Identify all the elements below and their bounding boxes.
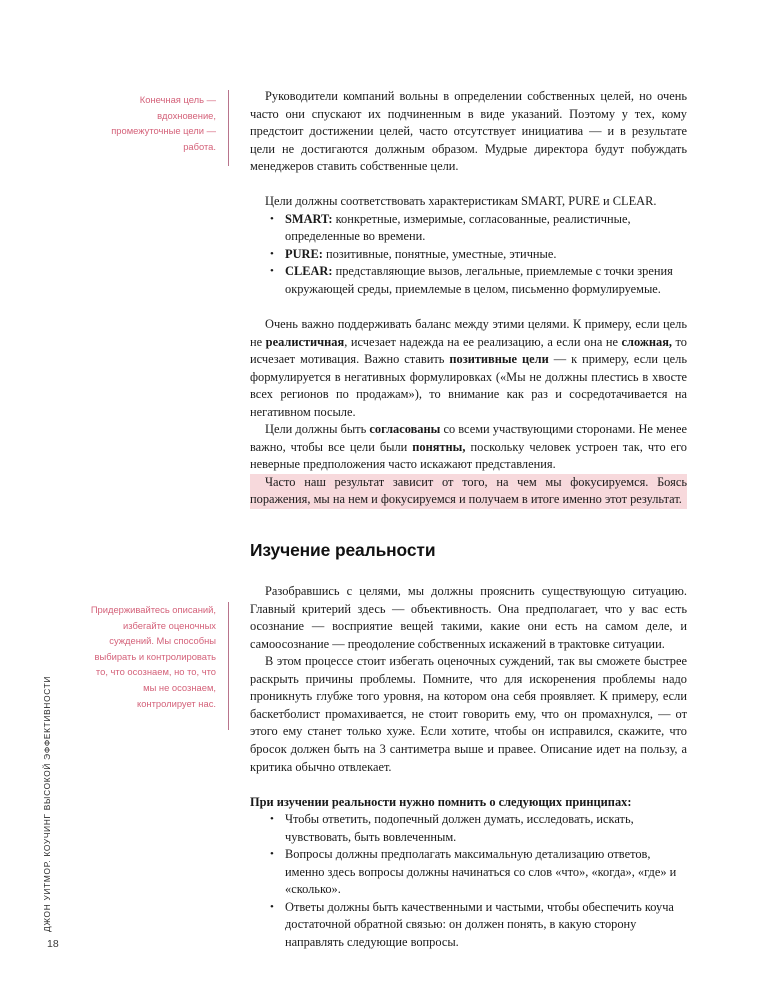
emphasis-difficult: сложная, xyxy=(621,334,673,349)
margin-note-goal: Конечная цель — вдохновение, промежуточные цели — работа. xyxy=(111,94,216,152)
text-run: поскольку человек устроен так, что его неверные предположения часто искажают представления. xyxy=(250,439,688,472)
bullet-term: CLEAR: xyxy=(285,264,333,279)
text-run: то исчезает мотивация. Важно ставить xyxy=(250,334,687,367)
list-item xyxy=(250,263,687,298)
paragraph-leaders: Руководители компаний вольны в определении собственных целей, но очень часто они спускают их подчиненным в виде указаний. Поэтому у тех, кому предстоит достижении целей, часто отсутствует инициатива — и в результате цели не достигаются должным образом. Мудрые директора будут побуждать менеджеров ставить собственные цели. xyxy=(250,89,687,174)
bullet-term: PURE: xyxy=(285,246,323,261)
margin-rule-top xyxy=(228,90,229,166)
bullet-list-principles xyxy=(250,811,687,951)
section-heading-reality: Изучение реальности xyxy=(250,540,436,561)
bullet-text: позитивные, понятные, уместные, этичные. xyxy=(322,246,557,261)
bullet-text: конкретные, измеримые, согласованные, реалистичные, определенные во времени. xyxy=(285,211,631,244)
list-item: • Чтобы ответить, подопечный должен думать, исследовать, искать, чувствовать, быть вовлеченным. xyxy=(250,811,687,846)
paragraph-objectivity: Разобравшись с целями, мы должны прояснить существующую ситуацию. Главный критерий здесь — объективность. Она предполагает, что у вас есть осознание — восприятие вещей такими, какие они есть на самом деле, и самоосознание — преодоление собственных искажений в трактовке ситуации. xyxy=(250,584,687,651)
list-item xyxy=(250,211,687,246)
list-item: • Ответы должны быть качественными и частыми, чтобы обеспечить коуча достаточной обратной связью: он должен понять, в какую сторону направлять следующие вопросы. xyxy=(250,899,687,952)
emphasis-realistic: реалистичная xyxy=(265,334,345,349)
paragraph-smart-intro: Цели должны соответствовать характеристикам SMART, PURE и CLEAR. xyxy=(265,194,657,209)
list-item: • Вопросы должны предполагать максимальную детализацию ответов, именно здесь вопросы должны начинаться со слов «что», «когда», «где» и «сколько». xyxy=(250,846,687,899)
main-text-column xyxy=(250,88,687,951)
text-run: — к примеру, если цель формулируется в негативных формулировках («Мы не должны плестись в хвосте всех регионов по продажам»), то внимание как раз и сосредотачивается на негативном посыле. xyxy=(250,352,687,419)
text-run: Очень важно поддерживать баланс между этими целями. К примеру, если цель не xyxy=(250,317,687,349)
bullet-list-frameworks xyxy=(250,211,687,299)
running-head: ДЖОН УИТМОР. КОУЧИНГ ВЫСОКОЙ ЭФФЕКТИВНОСТИ xyxy=(42,675,52,932)
margin-rule-bottom xyxy=(228,602,229,730)
emphasis-understood: понятны, xyxy=(412,439,466,454)
bullet-text: представляющие вызов, легальные, приемлемые с точки зрения окружающей среды, приемлемые в целом, письменно формулируемые. xyxy=(285,264,673,296)
paragraph-agreed xyxy=(250,421,687,474)
text-run: со всеми участвующими сторонами. Не менее важно, чтобы все цели были xyxy=(250,422,687,454)
paragraph-highlighted-focus: Часто наш результат зависит от того, на чем мы фокусируемся. Боясь поражения, мы на нем и фокусируемся и получаем в итоге именно этот результат. xyxy=(250,474,687,509)
text-run: Цели должны быть xyxy=(265,422,370,437)
margin-note-descriptions: Придерживайтесь описаний, избегайте оценочных суждений. Мы способны выбирать и контролировать то, что осознаем, но то, что мы не осознаем, контролирует нас. xyxy=(90,604,216,709)
principles-lead-in: При изучении реальности нужно помнить о следующих принципах: xyxy=(250,794,632,809)
emphasis-agreed: согласованы xyxy=(369,422,441,437)
paragraph-balance xyxy=(250,316,687,421)
emphasis-positive-goals: позитивные цели xyxy=(449,352,549,367)
list-item xyxy=(250,246,687,264)
bullet-term: SMART: xyxy=(285,211,333,226)
page-number: 18 xyxy=(47,938,59,950)
paragraph-judgements: В этом процессе стоит избегать оценочных суждений, так вы сможете быстрее раскрыть причины проблемы. Помните, что для искоренения проблемы надо проникнуть глубже того уровня, на котором она себя проявляет. К примеру, если баскетболист промахивается, не стоит говорить ему, что он промахнулся, — от этого ему станет только хуже. Если хотите, чтобы он исправился, скажите, что бросок должен быть на 3 сантиметра выше и правее. Описание идет на пользу, а критика обычно отвлекает. xyxy=(250,654,687,774)
text-run: , исчезает надежда на ее реализацию, а если она не xyxy=(344,334,622,349)
